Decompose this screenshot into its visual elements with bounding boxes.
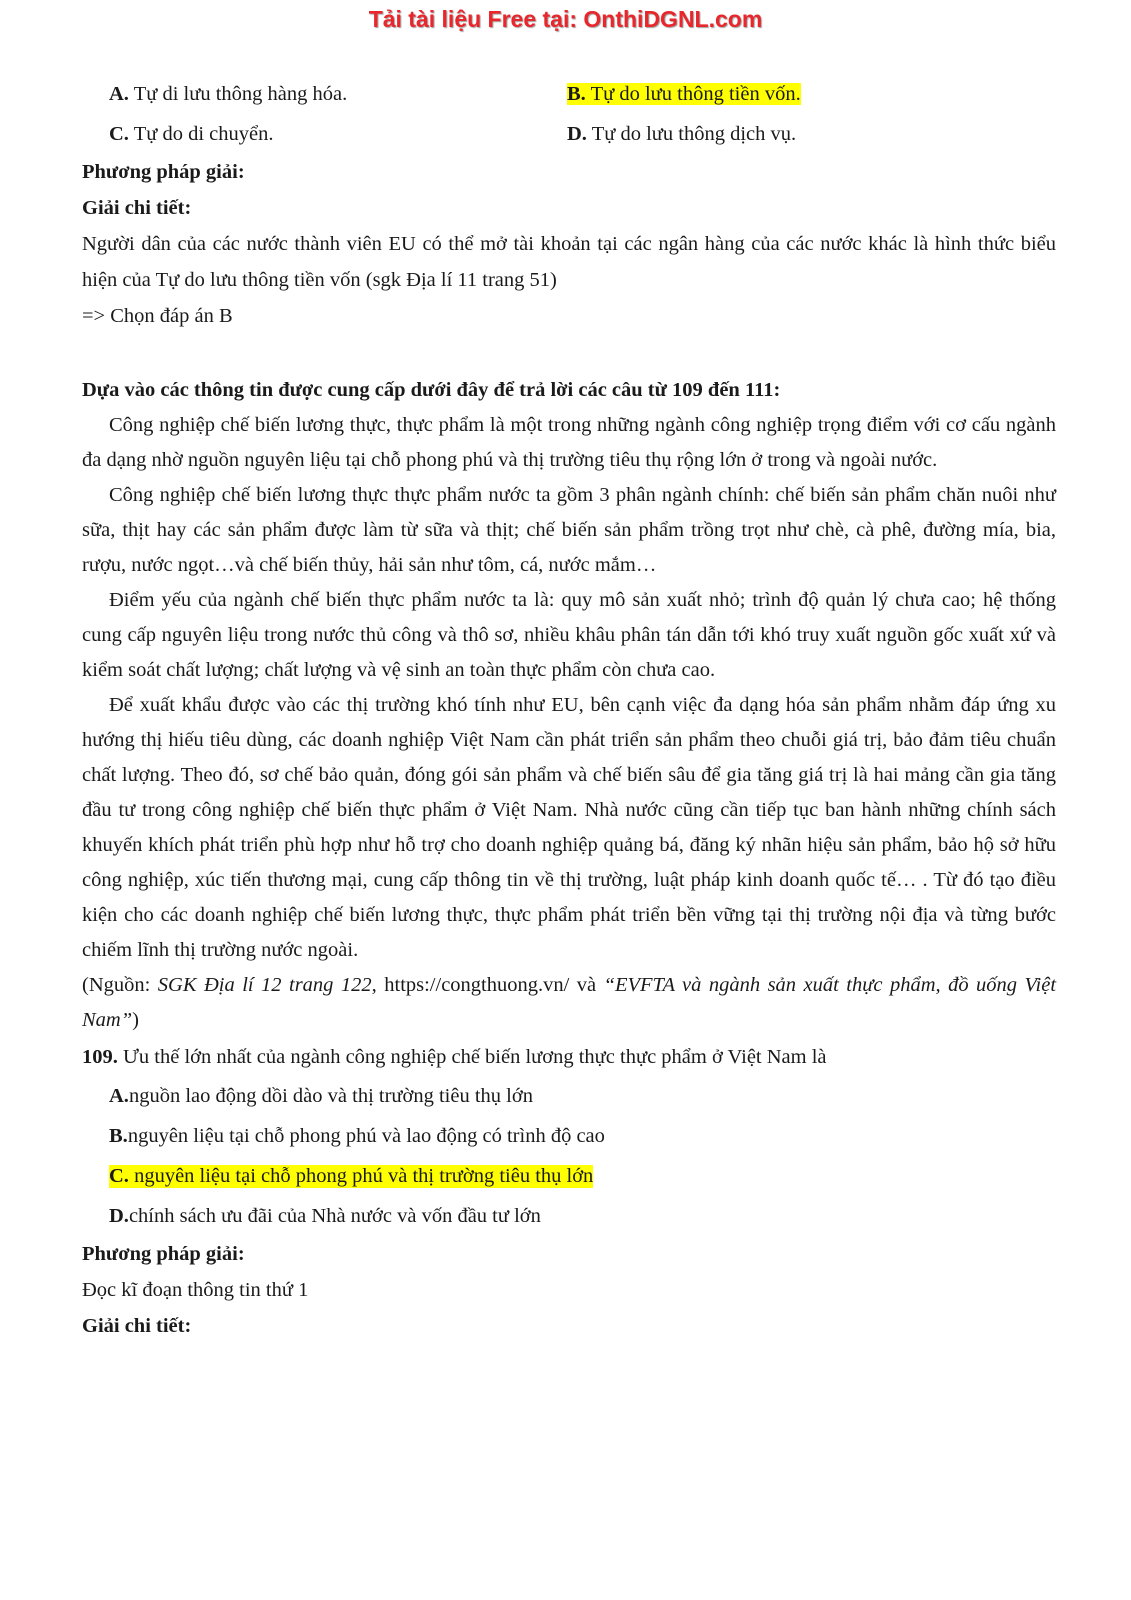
passage-paragraph-4: Để xuất khẩu được vào các thị trường khó tính như EU, bên cạnh việc đa dạng hóa sản phẩm nhằm đáp ứng xu hướng thị hiếu tiêu dùng, các doanh nghiệp Việt Nam cần phát triển sản phẩm theo chuỗi giá trị, bảo đảm tiêu chuẩn chất lượng. Theo đó, sơ chế bảo quản, đóng gói sản phẩm và chế biến sâu để gia tăng giá trị là hai mảng cần gia tăng đầu tư trong công nghiệp chế biến thực phẩm ở Việt Nam. Nhà nước cũng cần tiếp tục ban hành những chính sách khuyến khích phát triển phù hợp như hỗ trợ cho doanh nghiệp quảng bá, đăng ký nhãn hiệu sản phẩm, bảo hộ sở hữu công nghiệp, xúc tiến thương mại, cung cấp thông tin về thị trường, luật pháp kinh doanh quốc tế… . Từ đó tạo điều kiện cho các doanh nghiệp chế biến lương thực, thực phẩm phát triển bền vững tại thị trường nội địa và từng bước chiếm lĩnh thị trường nước ngoài. — [82, 694, 1056, 961]
source-article: “EVFTA và ngành sản xuất thực phẩm, đồ uống Việt Nam” — [82, 974, 1057, 1031]
q109-option-a — [82, 1076, 1056, 1116]
passage-source — [82, 968, 1056, 1038]
question-number: 109. — [82, 1046, 118, 1068]
source-mid: , https://congthuong.vn/ và — [371, 974, 604, 996]
source-open: (Nguồn: — [82, 974, 158, 996]
q108-option-d — [567, 123, 796, 146]
document-page — [82, 74, 1056, 1344]
option-letter: C. — [109, 122, 129, 145]
option-text: Tự do lưu thông tiền vốn. — [585, 82, 801, 105]
option-text: Tự do lưu thông dịch vụ. — [586, 122, 797, 145]
q109-stem — [82, 1038, 1056, 1076]
q109-method-label: Phương pháp giải: — [82, 1243, 245, 1265]
option-text: Tự di lưu thông hàng hóa. — [128, 82, 348, 105]
q109-detail-label: Giải chi tiết: — [82, 1315, 192, 1337]
option-text: chính sách ưu đãi của Nhà nước và vốn đầu tư lớn — [128, 1204, 541, 1227]
q108-method-label: Phương pháp giải: — [82, 161, 245, 183]
passage-paragraph-1: Công nghiệp chế biến lương thực, thực phẩm là một trong những ngành công nghiệp trọng điểm với cơ cấu ngành đa dạng nhờ nguồn nguyên liệu tại chỗ phong phú và thị trường tiêu thụ rộng lớn ở trong và ngoài nước. — [82, 414, 1056, 471]
q108-answer: => Chọn đáp án B — [82, 305, 233, 327]
option-letter: A. — [109, 82, 129, 105]
option-text: Tự do di chuyển. — [128, 122, 274, 145]
correct-answer-highlight — [567, 83, 801, 105]
option-letter: A. — [109, 1084, 129, 1107]
correct-answer-highlight — [109, 1165, 593, 1188]
q108-explanation: Người dân của các nước thành viên EU có thể mở tài khoản tại các ngân hàng của các nước khác là hình thức biểu hiện của Tự do lưu thông tiền vốn (sgk Địa lí 11 trang 51) — [82, 233, 1056, 291]
option-letter: B. — [567, 82, 586, 105]
passage-paragraph-2: Công nghiệp chế biến lương thực thực phẩm nước ta gồm 3 phân ngành chính: chế biến sản phẩm chăn nuôi như sữa, thịt hay các sản phẩm được làm từ sữa và thịt; chế biến sản phẩm trồng trọt như chè, cà phê, đường mía, bia, rượu, nước ngọt…và chế biến thủy, hải sản như tôm, cá, nước mắm… — [82, 484, 1056, 576]
option-letter: D. — [567, 122, 587, 145]
passage-heading: Dựa vào các thông tin được cung cấp dưới đây để trả lời các câu từ 109 đến 111: — [82, 379, 781, 401]
q108-options-row-1 — [82, 74, 1056, 114]
source-close: ) — [132, 1009, 139, 1031]
q109-method-text: Đọc kĩ đoạn thông tin thứ 1 — [82, 1279, 309, 1301]
option-text: nguyên liệu tại chỗ phong phú và thị trường tiêu thụ lớn — [128, 1164, 594, 1187]
option-text: nguồn lao động dồi dào và thị trường tiêu thụ lớn — [128, 1084, 533, 1107]
option-letter: D. — [109, 1204, 129, 1227]
q108-options-row-2 — [82, 114, 1056, 154]
question-text: Ưu thế lớn nhất của ngành công nghiệp chế biến lương thực thực phẩm ở Việt Nam là — [117, 1046, 827, 1068]
option-letter: C. — [109, 1164, 129, 1187]
passage-paragraph-3: Điểm yếu của ngành chế biến thực phẩm nước ta là: quy mô sản xuất nhỏ; trình độ quản lý chưa cao; hệ thống cung cấp nguyên liệu trong nước thủ công và thô sơ, nhiều khâu phân tán dẫn tới khó truy xuất nguồn gốc xuất xứ và kiểm soát chất lượng; chất lượng và vệ sinh an toàn thực phẩm còn chưa cao. — [82, 589, 1056, 681]
source-book: SGK Địa lí 12 trang 122 — [157, 974, 372, 996]
q108-option-b — [567, 83, 801, 106]
q108-option-c — [82, 123, 567, 146]
q109-option-b — [82, 1116, 1056, 1156]
option-letter: B. — [109, 1124, 128, 1147]
q109-option-d — [82, 1196, 1056, 1236]
q108-option-a — [82, 83, 567, 106]
site-banner[interactable]: Tải tài liệu Free tại: OnthiDGNL.com — [368, 6, 763, 32]
q109-option-c — [82, 1156, 1056, 1196]
option-text: nguyên liệu tại chỗ phong phú và lao động có trình độ cao — [127, 1124, 605, 1147]
q108-detail-label: Giải chi tiết: — [82, 197, 192, 219]
